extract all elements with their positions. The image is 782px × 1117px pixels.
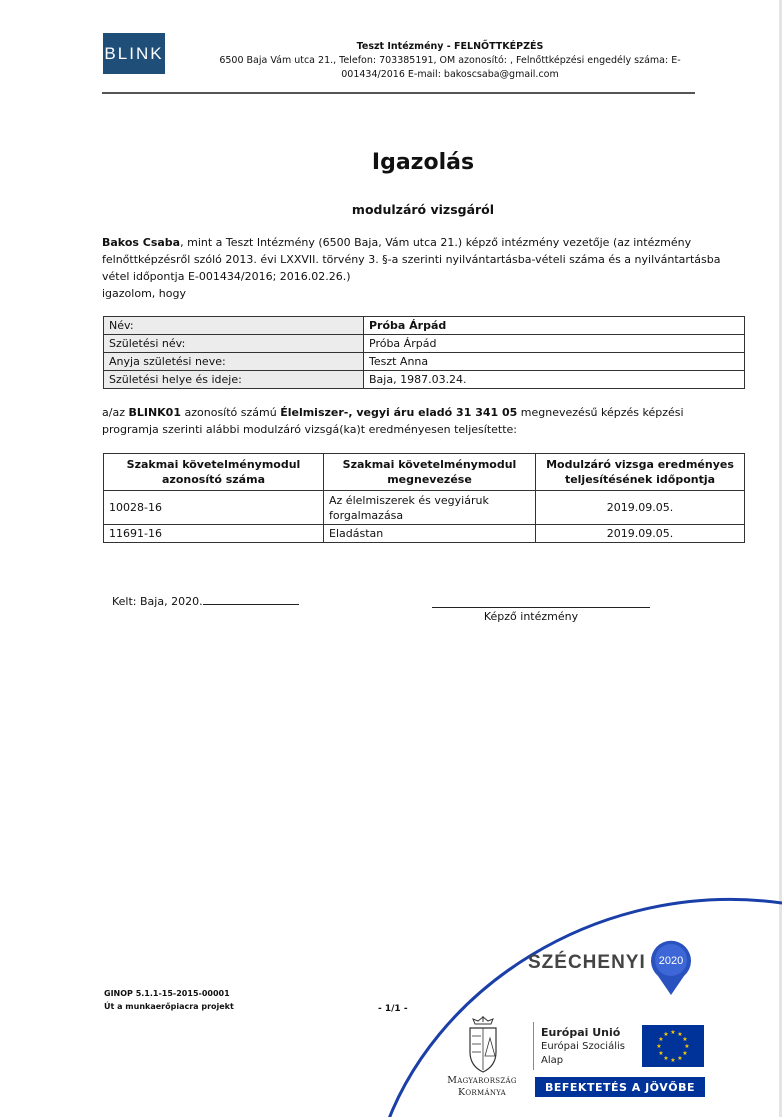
row-label: Anyja születési neve: [104, 353, 364, 371]
logo-separator [533, 1022, 534, 1070]
table-row [104, 491, 745, 525]
szechenyi-2020-pin-icon [648, 940, 694, 996]
program-suffix: megnevezésű képzés képzési programja szerinti alábbi modulzáró vizsgá(ka)t eredményesen teljesítette: [102, 406, 684, 436]
svg-text:★: ★ [682, 1050, 688, 1057]
module-name: Eladástan [324, 525, 536, 543]
eu-title: Európai Unió [541, 1026, 621, 1039]
row-value: Teszt Anna [364, 353, 745, 371]
column-header: Szakmai követelménymodul megnevezése [324, 454, 536, 491]
svg-text:★: ★ [670, 1057, 676, 1064]
date-blank-line [203, 595, 299, 605]
row-label: Születési név: [104, 335, 364, 353]
svg-text:★: ★ [658, 1036, 664, 1043]
document-title: Igazolás [371, 150, 475, 175]
table-row [104, 525, 745, 543]
module-id: 10028-16 [104, 491, 324, 525]
program-prefix: a/az [102, 406, 129, 419]
module-table [103, 453, 745, 543]
szechenyi-text: SZÉCHENYI [528, 952, 646, 973]
table-row [104, 353, 745, 371]
table-row [104, 317, 745, 335]
gov-line-1: Magyarország [447, 1075, 517, 1086]
eu-line-2: Alap [541, 1055, 564, 1066]
svg-text:★: ★ [656, 1043, 662, 1050]
befektetes-banner: BEFEKTETÉS A JÖVŐBE [535, 1077, 705, 1097]
svg-text:★: ★ [658, 1050, 664, 1057]
row-label: Név: [104, 317, 364, 335]
address-line-2: 001434/2016 E-mail: bakoscsaba@gmail.com [341, 69, 559, 80]
column-header: Szakmai követelménymodul azonosító száma [104, 454, 324, 491]
table-header-row [104, 454, 745, 491]
place-date [112, 595, 299, 608]
column-header: Modulzáró vizsga eredményes teljesítésének időpontja [536, 454, 745, 491]
svg-text:★: ★ [677, 1055, 683, 1062]
project-code: GINOP 5.1.1-15-2015-00001 [104, 989, 230, 998]
svg-text:★: ★ [663, 1031, 669, 1038]
module-id: 11691-16 [104, 525, 324, 543]
eu-flag-icon [642, 1025, 704, 1067]
row-value: Baja, 1987.03.24. [364, 371, 745, 389]
intro-closing: igazolom, hogy [102, 287, 186, 300]
eu-stars-icon [642, 1025, 704, 1067]
program-id: BLINK01 [128, 406, 181, 419]
intro-paragraph [102, 234, 742, 302]
table-row [104, 371, 745, 389]
gov-line-2: Kormánya [458, 1087, 506, 1098]
row-value: Próba Árpád [364, 317, 745, 335]
table-row [104, 335, 745, 353]
page-number: - 1/1 - [378, 1004, 408, 1014]
org-name: Teszt Intézmény - FELNŐTTKÉPZÉS [356, 41, 544, 52]
intro-text: , mint a Teszt Intézmény (6500 Baja, Vám utca 21.) képző intézmény vezetője (az intézmény felnőttképzésről szóló 2013. évi LXXVII. törvény 3. §-a szerinti nyilvántartásba-vételi száma és a nyilvántartásba vétel időpontja E-001434/2016; 2016.02.26.) [102, 236, 721, 283]
blink-logo [103, 33, 165, 74]
director-name: Bakos Csaba [102, 236, 181, 249]
logo-text: BLINK [104, 43, 164, 63]
document-subtitle: modulzáró vizsgáról [351, 202, 495, 217]
program-mid: azonosító számú [181, 406, 281, 419]
eu-line-1: Európai Szociális [541, 1041, 625, 1052]
eu-fund-text [541, 1026, 625, 1068]
svg-text:★: ★ [670, 1029, 676, 1036]
personal-data-table [103, 316, 745, 389]
place-date-text: Kelt: Baja, 2020. [112, 595, 203, 608]
module-date: 2019.09.05. [536, 525, 745, 543]
government-logo-text [432, 1075, 532, 1099]
row-value: Próba Árpád [364, 335, 745, 353]
signature-line [432, 607, 650, 608]
module-date: 2019.09.05. [536, 491, 745, 525]
row-label: Születési helye és ideje: [104, 371, 364, 389]
program-name: Élelmiszer-, vegyi áru eladó 31 341 05 [280, 406, 518, 419]
svg-text:★: ★ [663, 1055, 669, 1062]
module-name: Az élelmiszerek és vegyiáruk forgalmazása [324, 491, 536, 525]
szechenyi-year: 2020 [658, 955, 684, 967]
address-line-1: 6500 Baja Vám utca 21., Telefon: 703385191, OM azonosító: , Felnőttképzési engedély száma: E- [219, 55, 681, 66]
svg-text:★: ★ [684, 1043, 690, 1050]
header-info [190, 40, 710, 82]
project-info [104, 987, 234, 1013]
svg-text:★: ★ [677, 1031, 683, 1038]
program-paragraph [102, 404, 742, 438]
signature-label: Képző intézmény [483, 610, 579, 623]
header-divider [102, 92, 695, 94]
svg-text:★: ★ [682, 1036, 688, 1043]
project-name: Út a munkaerőpiacra projekt [104, 1002, 234, 1011]
hungarian-coat-of-arms-icon [466, 1016, 500, 1074]
